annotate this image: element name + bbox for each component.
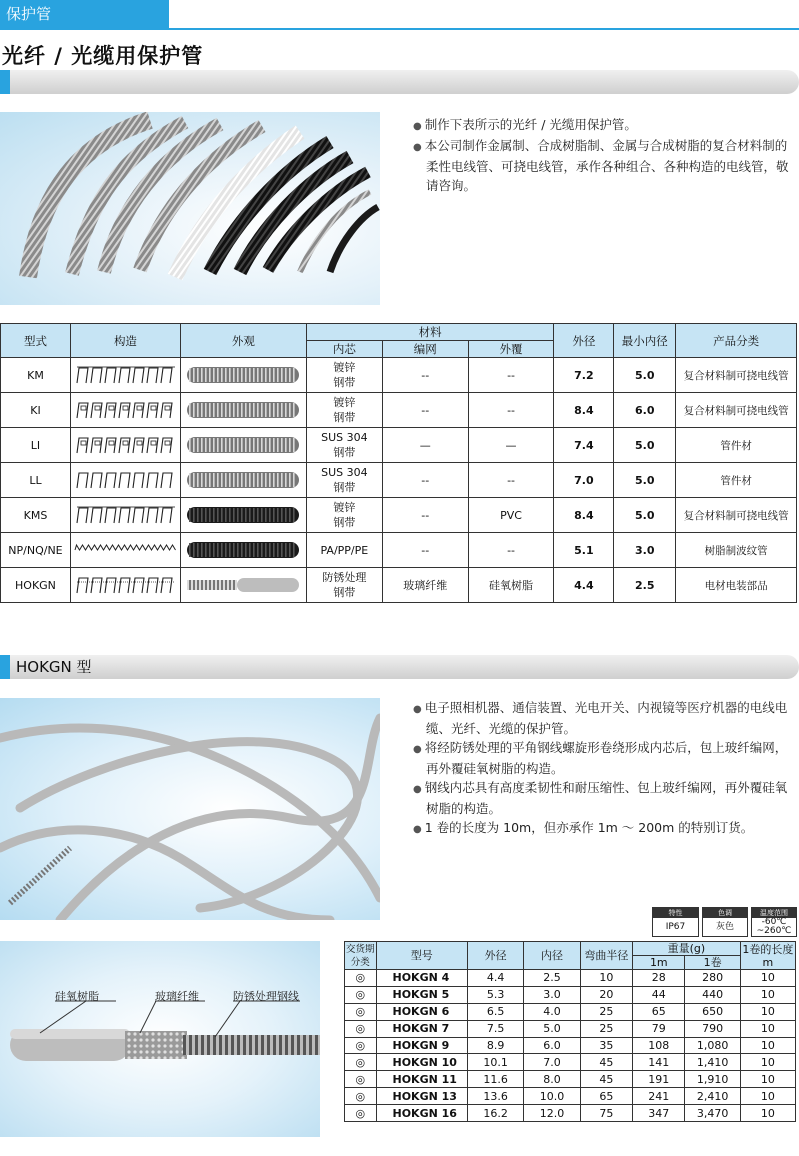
cell-bend: 25: [580, 1020, 633, 1037]
cell-model: HOKGN 6: [376, 1003, 468, 1020]
cell-roll-length: 10: [740, 1054, 795, 1071]
cell-cover: PVC: [468, 498, 554, 533]
cell-bend: 45: [580, 1054, 633, 1071]
cell-cover: —: [468, 428, 554, 463]
cell-core: PA/PP/PE: [306, 533, 382, 568]
cell-delivery: ◎: [345, 1054, 377, 1071]
product-row: [1, 428, 797, 463]
cell-structure-icon: [70, 568, 180, 603]
spec-row: [345, 1054, 796, 1071]
title-bar: [0, 70, 799, 94]
cell-braid: --: [382, 498, 468, 533]
cell-weight-roll: 440: [685, 986, 740, 1003]
cell-model: HOKGN 16: [376, 1105, 468, 1122]
col-header-structure: 构造: [70, 324, 180, 358]
cell-type: LI: [1, 428, 71, 463]
diagram-label-silicone: 硅氧树脂: [55, 990, 99, 1003]
cell-bend: 20: [580, 986, 633, 1003]
cell-od: 6.5: [468, 1003, 524, 1020]
cell-category: 复合材料制可挠电线管: [676, 498, 797, 533]
cell-braid: --: [382, 533, 468, 568]
col-header-id: 内径: [524, 942, 580, 970]
section-tab: 保护管: [0, 0, 169, 28]
cell-weight-roll: 1,910: [685, 1071, 740, 1088]
cell-structure-icon: [70, 533, 180, 568]
cell-braid: --: [382, 393, 468, 428]
cell-braid: --: [382, 463, 468, 498]
hokgn-bullet: ● 电子照相机器、通信装置、光电开关、内视镜等医疗机器的电线电缆、光纤、光缆的保护管。: [413, 698, 798, 738]
cell-roll-length: 10: [740, 1020, 795, 1037]
spec-value: -60℃ ~260℃: [756, 917, 792, 936]
cell-bend: 25: [580, 1003, 633, 1020]
spec-row: [345, 1020, 796, 1037]
cell-od: 13.6: [468, 1088, 524, 1105]
cell-model: HOKGN 13: [376, 1088, 468, 1105]
cell-roll-length: 10: [740, 1037, 795, 1054]
cell-category: 复合材料制可挠电线管: [676, 358, 797, 393]
cell-appearance-icon: [180, 463, 306, 498]
cell-delivery: ◎: [345, 1020, 377, 1037]
hokgn-bullet: ● 将经防锈处理的平角钢线螺旋形卷绕形成内芯后，包上玻纤编网，再外覆硅氧树脂的构造。: [413, 738, 798, 778]
col-header-weight-1m: 1m: [633, 956, 685, 970]
cell-weight-1m: 108: [633, 1037, 685, 1054]
cell-appearance-icon: [180, 428, 306, 463]
col-header-braid: 编网: [382, 341, 468, 358]
cell-bend: 35: [580, 1037, 633, 1054]
cell-od: 4.4: [468, 970, 524, 987]
col-header-roll-length: 1卷的长度 m: [740, 942, 795, 970]
cell-id: 2.5: [524, 970, 580, 987]
product-row: [1, 358, 797, 393]
cell-cover: --: [468, 533, 554, 568]
spec-color: [702, 907, 748, 937]
cell-braid: —: [382, 428, 468, 463]
cell-weight-roll: 1,410: [685, 1054, 740, 1071]
cell-appearance-icon: [180, 358, 306, 393]
product-row: [1, 393, 797, 428]
cell-id: 10.0: [524, 1088, 580, 1105]
col-header-bend: 弯曲半径: [580, 942, 633, 970]
cell-appearance-icon: [180, 533, 306, 568]
cell-delivery: ◎: [345, 1071, 377, 1088]
cell-type: NP/NQ/NE: [1, 533, 71, 568]
hokgn-section-title: HOKGN 型: [16, 658, 92, 676]
cell-od: 8.9: [468, 1037, 524, 1054]
hokgn-bullet: ● 1 卷的长度为 10m，但亦承作 1m ～ 200m 的特别订货。: [413, 818, 798, 839]
cell-od: 5.1: [554, 533, 614, 568]
cell-bend: 10: [580, 970, 633, 987]
cell-core: SUS 304 钢带: [306, 428, 382, 463]
col-header-core: 内芯: [306, 341, 382, 358]
hokgn-bullet: ● 钢线内芯具有高度柔韧性和耐压缩性、包上玻纤编网，再外覆硅氧树脂的构造。: [413, 778, 798, 818]
cell-min-id: 5.0: [614, 428, 676, 463]
cell-weight-1m: 241: [633, 1088, 685, 1105]
cell-od: 11.6: [468, 1071, 524, 1088]
cell-structure-icon: [70, 428, 180, 463]
cell-model: HOKGN 11: [376, 1071, 468, 1088]
cell-bend: 45: [580, 1071, 633, 1088]
cell-min-id: 2.5: [614, 568, 676, 603]
cell-od: 8.4: [554, 393, 614, 428]
cell-id: 3.0: [524, 986, 580, 1003]
cell-braid: 玻璃纤维: [382, 568, 468, 603]
spec-row: [345, 1105, 796, 1122]
cell-min-id: 5.0: [614, 463, 676, 498]
spec-row: [345, 1088, 796, 1105]
spec-row: [345, 970, 796, 987]
cell-id: 6.0: [524, 1037, 580, 1054]
hokgn-spec-table: [344, 941, 796, 1122]
cell-bend: 75: [580, 1105, 633, 1122]
cell-od: 7.4: [554, 428, 614, 463]
cell-delivery: ◎: [345, 1003, 377, 1020]
spec-row: [345, 1003, 796, 1020]
cell-model: HOKGN 9: [376, 1037, 468, 1054]
cell-model: HOKGN 7: [376, 1020, 468, 1037]
spec-temperature: [751, 907, 797, 937]
cell-category: 树脂制波纹管: [676, 533, 797, 568]
cell-cover: --: [468, 358, 554, 393]
cell-min-id: 5.0: [614, 358, 676, 393]
spec-value: IP67: [665, 922, 686, 932]
col-header-cover: 外覆: [468, 341, 554, 358]
diagram-label-glass-fiber: 玻璃纤维: [155, 990, 199, 1003]
col-header-weight-roll: 1卷: [685, 956, 740, 970]
cell-core: 防锈处理 钢带: [306, 568, 382, 603]
cell-od: 5.3: [468, 986, 524, 1003]
cell-od: 7.2: [554, 358, 614, 393]
diagram-label-steel-wire: 防锈处理钢线: [233, 990, 299, 1003]
hokgn-section-bar: [0, 655, 799, 679]
hokgn-photo: [0, 698, 380, 920]
cell-od: 16.2: [468, 1105, 524, 1122]
cell-delivery: ◎: [345, 970, 377, 987]
cell-delivery: ◎: [345, 986, 377, 1003]
cell-type: HOKGN: [1, 568, 71, 603]
cell-core: 镀锌 钢带: [306, 393, 382, 428]
cell-roll-length: 10: [740, 1071, 795, 1088]
cell-category: 复合材料制可挠电线管: [676, 393, 797, 428]
cell-weight-1m: 141: [633, 1054, 685, 1071]
spec-protection: [652, 907, 699, 937]
intro-bullet: ● 制作下表所示的光纤 / 光缆用保护管。: [413, 115, 798, 136]
intro-bullets: [413, 115, 798, 195]
cell-category: 管件材: [676, 428, 797, 463]
cell-od: 4.4: [554, 568, 614, 603]
cell-cover: --: [468, 463, 554, 498]
col-header-material: 材料: [306, 324, 554, 341]
cell-roll-length: 10: [740, 1003, 795, 1020]
cell-roll-length: 10: [740, 1088, 795, 1105]
cell-weight-roll: 650: [685, 1003, 740, 1020]
cell-core: 镀锌 钢带: [306, 498, 382, 533]
cell-type: LL: [1, 463, 71, 498]
cell-id: 7.0: [524, 1054, 580, 1071]
product-row: [1, 533, 797, 568]
col-header-category: 产品分类: [676, 324, 797, 358]
cell-roll-length: 10: [740, 986, 795, 1003]
cell-delivery: ◎: [345, 1037, 377, 1054]
spec-row: [345, 986, 796, 1003]
cell-id: 8.0: [524, 1071, 580, 1088]
spec-label: 温度范围: [752, 908, 796, 918]
cell-weight-1m: 44: [633, 986, 685, 1003]
cell-weight-roll: 280: [685, 970, 740, 987]
hokgn-bullets: [413, 698, 798, 839]
product-row: [1, 568, 797, 603]
col-header-model: 型号: [376, 942, 468, 970]
cell-min-id: 3.0: [614, 533, 676, 568]
structure-diagram: [0, 941, 320, 1137]
cell-appearance-icon: [180, 568, 306, 603]
spec-label: 特性: [653, 908, 698, 918]
cell-type: KMS: [1, 498, 71, 533]
cell-model: HOKGN 4: [376, 970, 468, 987]
cell-model: HOKGN 5: [376, 986, 468, 1003]
cell-weight-1m: 191: [633, 1071, 685, 1088]
cell-structure-icon: [70, 358, 180, 393]
cell-od: 10.1: [468, 1054, 524, 1071]
cell-appearance-icon: [180, 393, 306, 428]
cell-bend: 65: [580, 1088, 633, 1105]
cell-od: 7.0: [554, 463, 614, 498]
cell-structure-icon: [70, 498, 180, 533]
cell-weight-1m: 347: [633, 1105, 685, 1122]
cell-od: 8.4: [554, 498, 614, 533]
product-table: [0, 323, 797, 603]
cell-braid: --: [382, 358, 468, 393]
col-header-od: 外径: [468, 942, 524, 970]
col-header-min-id: 最小内径: [614, 324, 676, 358]
spec-row: [345, 1071, 796, 1088]
cell-weight-roll: 3,470: [685, 1105, 740, 1122]
col-header-appearance: 外观: [180, 324, 306, 358]
product-photo: [0, 112, 380, 305]
product-row: [1, 463, 797, 498]
cell-type: KI: [1, 393, 71, 428]
cell-od: 7.5: [468, 1020, 524, 1037]
col-header-delivery: 交货期 分类: [345, 943, 375, 968]
col-header-weight: 重量(g): [633, 942, 741, 956]
cell-id: 12.0: [524, 1105, 580, 1122]
cell-roll-length: 10: [740, 970, 795, 987]
page-title: 光纤 / 光缆用保护管: [2, 44, 204, 68]
cell-structure-icon: [70, 463, 180, 498]
spec-label: 色调: [703, 908, 747, 918]
col-header-type: 型式: [1, 324, 71, 358]
cell-structure-icon: [70, 393, 180, 428]
cell-weight-1m: 28: [633, 970, 685, 987]
cell-weight-roll: 2,410: [685, 1088, 740, 1105]
cell-delivery: ◎: [345, 1105, 377, 1122]
cell-type: KM: [1, 358, 71, 393]
cell-core: 镀锌 钢带: [306, 358, 382, 393]
cell-weight-1m: 79: [633, 1020, 685, 1037]
top-rule: [0, 28, 799, 30]
cell-cover: 硅氧树脂: [468, 568, 554, 603]
cell-delivery: ◎: [345, 1088, 377, 1105]
cell-roll-length: 10: [740, 1105, 795, 1122]
cell-min-id: 5.0: [614, 498, 676, 533]
cell-model: HOKGN 10: [376, 1054, 468, 1071]
intro-bullet: ● 本公司制作金属制、合成树脂制、金属与合成树脂的复合材料制的柔性电线管、可挠电线管，承作各种组合、各种构造的电线管，敬请咨询。: [413, 136, 798, 195]
cell-id: 5.0: [524, 1020, 580, 1037]
product-row: [1, 498, 797, 533]
cell-category: 管件材: [676, 463, 797, 498]
col-header-od: 外径: [554, 324, 614, 358]
spec-row: [345, 1037, 796, 1054]
spec-value: 灰色: [715, 922, 734, 932]
cell-category: 电材电装部品: [676, 568, 797, 603]
cell-weight-roll: 1,080: [685, 1037, 740, 1054]
cell-core: SUS 304 钢带: [306, 463, 382, 498]
cell-appearance-icon: [180, 498, 306, 533]
cell-id: 4.0: [524, 1003, 580, 1020]
cell-cover: --: [468, 393, 554, 428]
cell-min-id: 6.0: [614, 393, 676, 428]
cell-weight-roll: 790: [685, 1020, 740, 1037]
cell-weight-1m: 65: [633, 1003, 685, 1020]
